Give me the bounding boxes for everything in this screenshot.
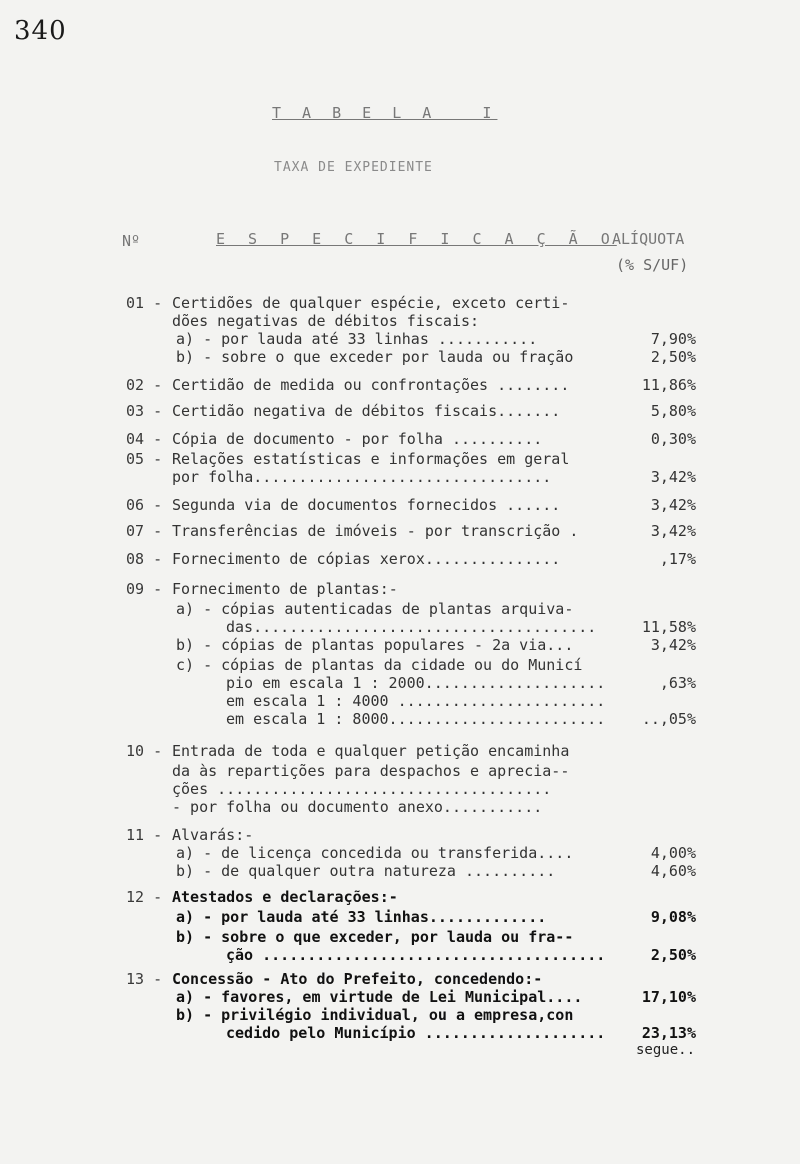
item-rate: 9,08%	[650, 908, 696, 926]
table-row	[0, 348, 800, 366]
table-row	[0, 430, 800, 448]
item-description: em escala 1 : 4000 .......................	[226, 692, 606, 710]
item-rate: 4,60%	[650, 862, 696, 880]
item-rate: 11,58%	[641, 618, 696, 636]
item-description: a) - de licença concedida ou transferida....	[176, 844, 574, 862]
item-description: pio em escala 1 : 2000....................	[226, 674, 606, 692]
item-description: a) - por lauda até 33 linhas ...........	[176, 330, 538, 348]
item-rate: 5,80%	[650, 402, 696, 420]
item-description: ções .....................................	[172, 780, 552, 798]
item-description: Entrada de toda e qualquer petição encaminha	[172, 742, 570, 760]
item-number: 13 -	[126, 970, 163, 988]
table-row	[0, 600, 800, 618]
item-description: b) - privilégio individual, ou a empresa,con	[176, 1006, 574, 1024]
table-row	[0, 928, 800, 946]
specification-column-header: E S P E C I F I C A Ç Ã O	[216, 230, 617, 248]
item-description: ção ......................................	[226, 946, 606, 964]
item-rate: 17,10%	[641, 988, 696, 1006]
item-number: 11 -	[126, 826, 163, 844]
item-description: b) - de qualquer outra natureza ..........	[176, 862, 556, 880]
table-row	[0, 656, 800, 674]
table-title: T A B E L A I	[272, 104, 498, 122]
table-row	[0, 780, 800, 798]
table-row	[0, 692, 800, 710]
table-row	[0, 312, 800, 330]
table-row	[0, 1024, 800, 1042]
table-row	[0, 710, 800, 728]
item-number: 08 -	[126, 550, 163, 568]
item-rate: 7,90%	[650, 330, 696, 348]
item-description: da às repartições para despachos e aprecia--	[172, 762, 570, 780]
table-row	[0, 798, 800, 816]
table-subtitle: TAXA DE EXPEDIENTE	[274, 160, 433, 175]
item-number: 06 -	[126, 496, 163, 514]
item-description: - por folha ou documento anexo...........	[172, 798, 543, 816]
table-row	[0, 402, 800, 420]
item-number: 12 -	[126, 888, 163, 906]
table-row	[0, 908, 800, 926]
number-column-header: Nº	[122, 232, 141, 250]
item-rate: 3,42%	[650, 496, 696, 514]
item-rate: 2,50%	[650, 348, 696, 366]
table-row	[0, 550, 800, 568]
table-row	[0, 844, 800, 862]
table-row	[0, 522, 800, 540]
item-number: 02 -	[126, 376, 163, 394]
table-row	[0, 826, 800, 844]
table-row	[0, 330, 800, 348]
item-description: por folha.................................	[172, 468, 552, 486]
item-rate: 23,13%	[641, 1024, 696, 1042]
item-description: Certidão negativa de débitos fiscais.......	[172, 402, 561, 420]
item-number: 09 -	[126, 580, 163, 598]
item-description: Relações estatísticas e informações em geral	[172, 450, 570, 468]
item-description: Cópia de documento - por folha ..........	[172, 430, 543, 448]
item-description: em escala 1 : 8000........................	[226, 710, 606, 728]
table-row	[0, 450, 800, 468]
item-number: 03 -	[126, 402, 163, 420]
rate-column-header: ALÍQUOTA	[612, 230, 685, 248]
item-description: a) - por lauda até 33 linhas.............	[176, 908, 547, 926]
table-row	[0, 674, 800, 692]
item-rate: ,63%	[659, 674, 696, 692]
continued-note: segue..	[636, 1042, 696, 1058]
table-row	[0, 888, 800, 906]
item-description: a) - cópias autenticadas de plantas arquiva-	[176, 600, 574, 618]
item-rate: 3,42%	[650, 468, 696, 486]
item-description: Fornecimento de cópias xerox...............	[172, 550, 561, 568]
item-rate: 2,50%	[650, 946, 696, 964]
item-number: 05 -	[126, 450, 163, 468]
table-row	[0, 376, 800, 394]
table-row	[0, 862, 800, 880]
item-number: 10 -	[126, 742, 163, 760]
table-row	[0, 294, 800, 312]
item-rate: 3,42%	[650, 636, 696, 654]
table-row	[0, 468, 800, 486]
table-row	[0, 618, 800, 636]
table-row	[0, 1006, 800, 1024]
table-row	[0, 742, 800, 760]
table-row	[0, 988, 800, 1006]
item-description: Concessão - Ato do Prefeito, concedendo:-	[172, 970, 543, 988]
table-row	[0, 496, 800, 514]
item-description: das......................................	[226, 618, 597, 636]
item-description: Atestados e declarações:-	[172, 888, 398, 906]
item-rate: 11,86%	[641, 376, 696, 394]
item-description: Alvarás:-	[172, 826, 254, 844]
item-description: a) - favores, em virtude de Lei Municipal....	[176, 988, 583, 1006]
item-number: 01 -	[126, 294, 163, 312]
table-row	[0, 636, 800, 654]
item-rate: 0,30%	[650, 430, 696, 448]
item-description: b) - cópias de plantas populares - 2a via...	[176, 636, 574, 654]
item-description: Certidões de qualquer espécie, exceto certi-	[172, 294, 570, 312]
item-description: Transferências de imóveis - por transcrição .	[172, 522, 579, 540]
table-row	[0, 762, 800, 780]
item-rate: ,17%	[659, 550, 696, 568]
item-rate: 3,42%	[650, 522, 696, 540]
item-number: 07 -	[126, 522, 163, 540]
item-rate: 4,00%	[650, 844, 696, 862]
item-description: cedido pelo Município ....................	[226, 1024, 606, 1042]
rate-unit-label: (% S/UF)	[616, 256, 689, 274]
item-description: b) - sobre o que exceder, por lauda ou fra--	[176, 928, 574, 946]
item-number: 04 -	[126, 430, 163, 448]
item-description: Fornecimento de plantas:-	[172, 580, 398, 598]
table-row	[0, 580, 800, 598]
table-row	[0, 970, 800, 988]
item-description: Segunda via de documentos fornecidos ......	[172, 496, 561, 514]
item-description: Certidão de medida ou confrontações ........	[172, 376, 570, 394]
page-number: 340	[14, 16, 67, 46]
table-row	[0, 946, 800, 964]
item-description: c) - cópias de plantas da cidade ou do Municí	[176, 656, 583, 674]
item-rate: ..,05%	[641, 710, 696, 728]
item-description: b) - sobre o que exceder por lauda ou fração	[176, 348, 574, 366]
item-description: dões negativas de débitos fiscais:	[172, 312, 480, 330]
